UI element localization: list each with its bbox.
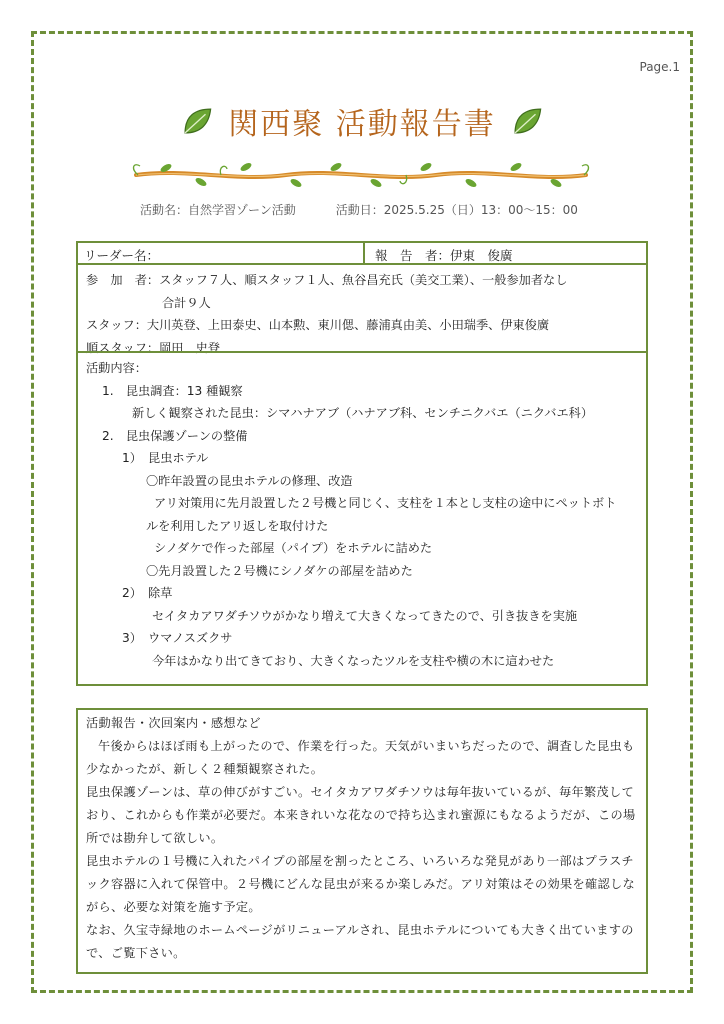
list-item: 1. 昆虫調査：13 種観察 [102,383,243,398]
report-line: おり、これからも作業が必要だ。本来きれいな花なので持ち込まれ蜜源にもなるようだが、この場 [86,808,636,822]
report-line: 所では勘弁して欲しい。 [86,831,224,845]
page-number: Page.1 [639,60,680,74]
sub-item-detail: シノダケで作った部屋（パイプ）をホテルに詰めた [154,541,433,555]
leaf-icon [510,104,544,138]
sub-item-detail: 〇先月設置した２号機にシノダケの部屋を詰めた [146,563,413,578]
participants-section [76,263,648,353]
sub-item-detail: セイタカアワダチソウがかなり増えて大きくなってきたので、引き抜きを実施 [152,608,578,623]
activity-date: 活動日：2025.5.25（日）13：00〜15：00 [335,203,578,217]
report-line: で、ご覧下さい。 [86,946,186,960]
participants-total: 合計９人 [162,295,211,310]
activity-name: 活動名：自然学習ゾーン活動 [140,203,296,217]
sub-item-detail: アリ対策用に先月設置した２号機と同じく、支柱を１本とし支柱の途中にペットボト [154,496,617,510]
sub-item-detail: ルを利用したアリ返しを取付けた [146,518,329,533]
report-line: 少なかったが、新しく２種類観察された。 [86,762,324,776]
list-item-detail: 新しく観察された昆虫：シマハナアブ（ハナアブ科、センチニクバエ（ニクバエ科） [132,406,594,420]
leader-field: リーダー名： [78,243,365,263]
report-section [76,708,648,974]
sub-item-detail: 今年はかなり出てきており、大きくなったツルを支柱や横の木に這わせた [152,653,555,668]
report-line: 昆虫保護ゾーンは、草の伸びがすごい。セイタカアワダチソウは毎年抜いているが、毎年繁茂して [86,785,634,799]
report-heading: 活動報告・次回案内・感想など [86,716,261,730]
title-row [0,96,724,146]
sub-item-detail: 〇昨年設置の昆虫ホテルの修理、改造 [146,473,353,488]
list-item: 2. 昆虫保護ゾーンの整備 [102,428,248,443]
page-title: 関西聚 活動報告書 [228,107,496,142]
reporter-field: 報 告 者：伊東 俊廣 [375,248,513,263]
activity-content-section [76,351,648,686]
leaf-icon [180,104,214,138]
sub-item: 1） 昆虫ホテル [122,451,209,465]
sub-item: 2） 除草 [122,586,173,600]
activity-info [140,201,578,218]
report-line: なお、久宝寺緑地のホームページがリニューアルされ、昆虫ホテルについても大きく出ていますの [86,923,634,937]
report-line: がら、必要な対策を施す予定。 [86,900,261,914]
sub-item: 3） ウマノスズクサ [122,631,233,645]
content-heading: 活動内容： [86,361,147,375]
participants-line: 参 加 者：スタッフ７人、順スタッフ１人、魚谷昌充氏（美交工業）、一般参加者なし [86,273,568,287]
report-line: ック容器に入れて保管中。２号機にどんな昆虫が来るか楽しみだ。アリ対策はその効果を確認しな [86,877,635,891]
report-line: 昆虫ホテルの１号機に入れたパイプの部屋を割ったところ、いろいろな発見があり一部はプラスチ [86,854,634,868]
sub-staff-line: 順スタッフ：岡田 史登 [86,340,221,355]
leader-reporter-row [76,241,648,265]
staff-line: スタッフ：大川英登、上田泰史、山本勲、東川偲、藤浦真由美、小田瑞季、伊東俊廣 [86,318,550,332]
report-line: 午後からはほぼ雨も上がったので、作業を行った。天気がいまいちだったので、調査した昆虫も [98,739,635,753]
vine-ornament [126,158,596,192]
